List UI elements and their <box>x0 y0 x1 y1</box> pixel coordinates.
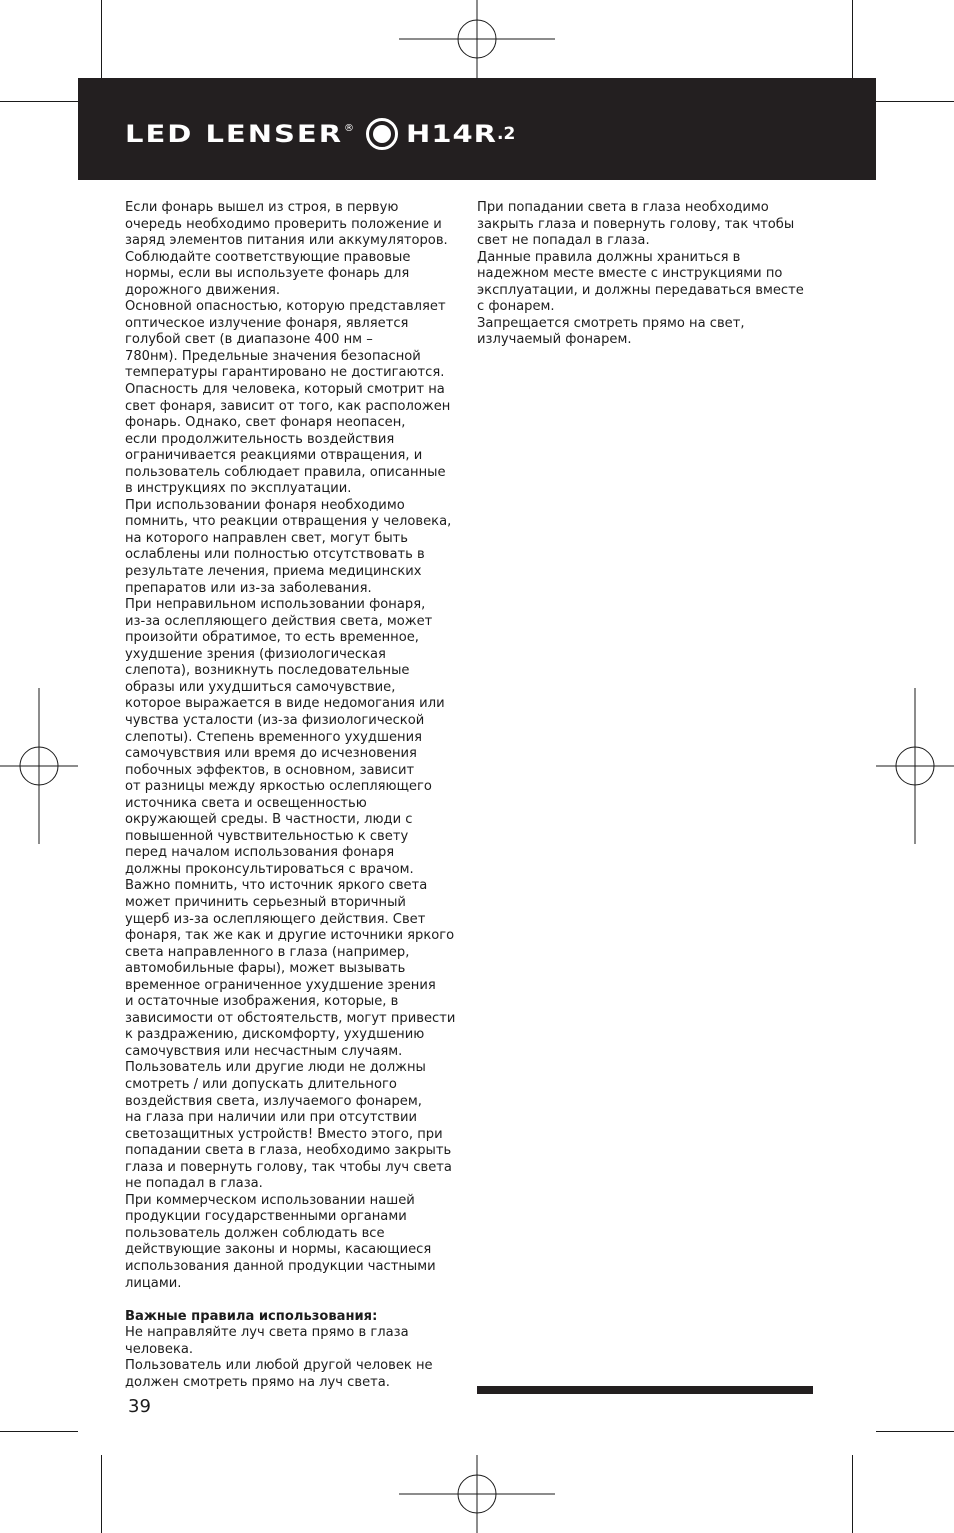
crop-mark <box>876 101 954 102</box>
brand-logo <box>125 114 515 154</box>
crop-mark <box>876 1431 954 1432</box>
paragraph: При неправильном использовании фонаря, из-за ослепляющего действия света, может произойти обратимое, то есть временное, ухудшение зрения (физиологическая слепота), возникнуть последовательные образы или ухудшиться самочувствие, которое выражается в виде недомогания или чувства усталости (из-за физиологической слепоты). Степень временного ухудшения самочувствия или время до исчезновения побочных эффектов, в основном, зависит от разницы между яркостью ослепляющего источника света и освещенностью окружающей среды. В частности, люди с повышенной чувствительностью к свету перед началом использования фонаря должны проконсультироваться с врачом. <box>125 597 445 877</box>
right-column <box>477 200 822 349</box>
model-name: H14R <box>406 120 498 148</box>
paragraph: Основной опасностью, которую представляет оптическое излучение фонаря, является голубой свет (в диапазоне 400 нм – 780нм). Предельные значения безопасной температуры гарантировано не достигаются. Опасность для человека, который смотрит на свет фонаря, зависит от того, как расположен фонарь. Однако, свет фонаря неопасен, если продолжительность воздействия ограничивается реакциями отвращения, и пользователь соблюдает правила, описанные в инструкциях по эксплуатации. <box>125 299 451 497</box>
rule-item: Пользователь или любой другой человек не должен смотреть прямо на луч света. <box>125 1358 433 1390</box>
crop-mark <box>101 0 102 78</box>
model-suffix: .2 <box>497 124 516 144</box>
paragraph: Если фонарь вышел из строя, в первую очередь необходимо проверить положение и заряд элементов питания или аккумуляторов. Соблюдайте соответствующие правовые нормы, если вы используете фонарь для дорожного движения. <box>125 200 448 298</box>
paragraph: При попадании света в глаза необходимо закрыть глаза и повернуть голову, так чтобы свет не попадал в глаза. <box>477 200 795 249</box>
registration-mark-bottom <box>399 1455 555 1533</box>
crop-mark <box>101 1455 102 1533</box>
lens-icon <box>366 118 398 150</box>
crop-mark <box>0 101 78 102</box>
rules-heading: Важные правила использования: <box>125 1308 378 1324</box>
left-column <box>125 200 470 1391</box>
registration-mark-right <box>876 688 954 844</box>
registered-mark: ® <box>344 122 355 134</box>
paragraph: Пользователь или другие люди не должны смотреть / или допускать длительного воздействия света, излучаемого фонарем, на глаза при наличии или при отсутствии светозащитных устройств! Вместо этого, при попадании света в глаза, необходимо закрыть глаза и повернуть голову, так чтобы луч света не попадал в глаза. <box>125 1060 452 1192</box>
crop-mark <box>852 0 853 78</box>
paragraph: При коммерческом использовании нашей продукции государственными органами пользователь должен соблюдать все действующие законы и нормы, касающиеся использования данной продукции частными лицами. <box>125 1192 436 1291</box>
paragraph: Данные правила должны храниться в надежном месте вместе с инструкциями по эксплуатации, и должны передаваться вместе с фонарем. <box>477 249 804 315</box>
paragraph: Важно помнить, что источник яркого света может причинить серьезный вторичный ущерб из-за ослепляющего действия. Свет фонаря, так же как и другие источники яркого света направленного в глаза (например, автомобильные фары), может вызывать временное ограниченное ухудшение зрения и остаточные изображения, которые, в зависимости от обстоятельств, могут привести к раздражению, дискомфорту, ухудшению самочувствия или несчастным случаям. <box>125 878 456 1059</box>
crop-mark <box>0 1431 78 1432</box>
paragraph: При использовании фонаря необходимо помнить, что реакции отвращения у человека, на которого направлен свет, могут быть ослаблены или полностью отсутствовать в результате лечения, приема медицинских препаратов или из-за заболевания. <box>125 497 452 596</box>
page-number: 39 <box>128 1396 151 1417</box>
crop-mark <box>852 1455 853 1533</box>
section-end-rule <box>477 1386 813 1394</box>
registration-mark-top <box>399 0 555 78</box>
registration-mark-left <box>0 688 78 844</box>
paragraph: Запрещается смотреть прямо на свет, излучаемый фонарем. <box>477 315 745 348</box>
header-band <box>78 78 876 180</box>
rule-item: Не направляйте луч света прямо в глаза человека. <box>125 1325 409 1357</box>
brand-name: LED LENSER <box>125 120 344 148</box>
